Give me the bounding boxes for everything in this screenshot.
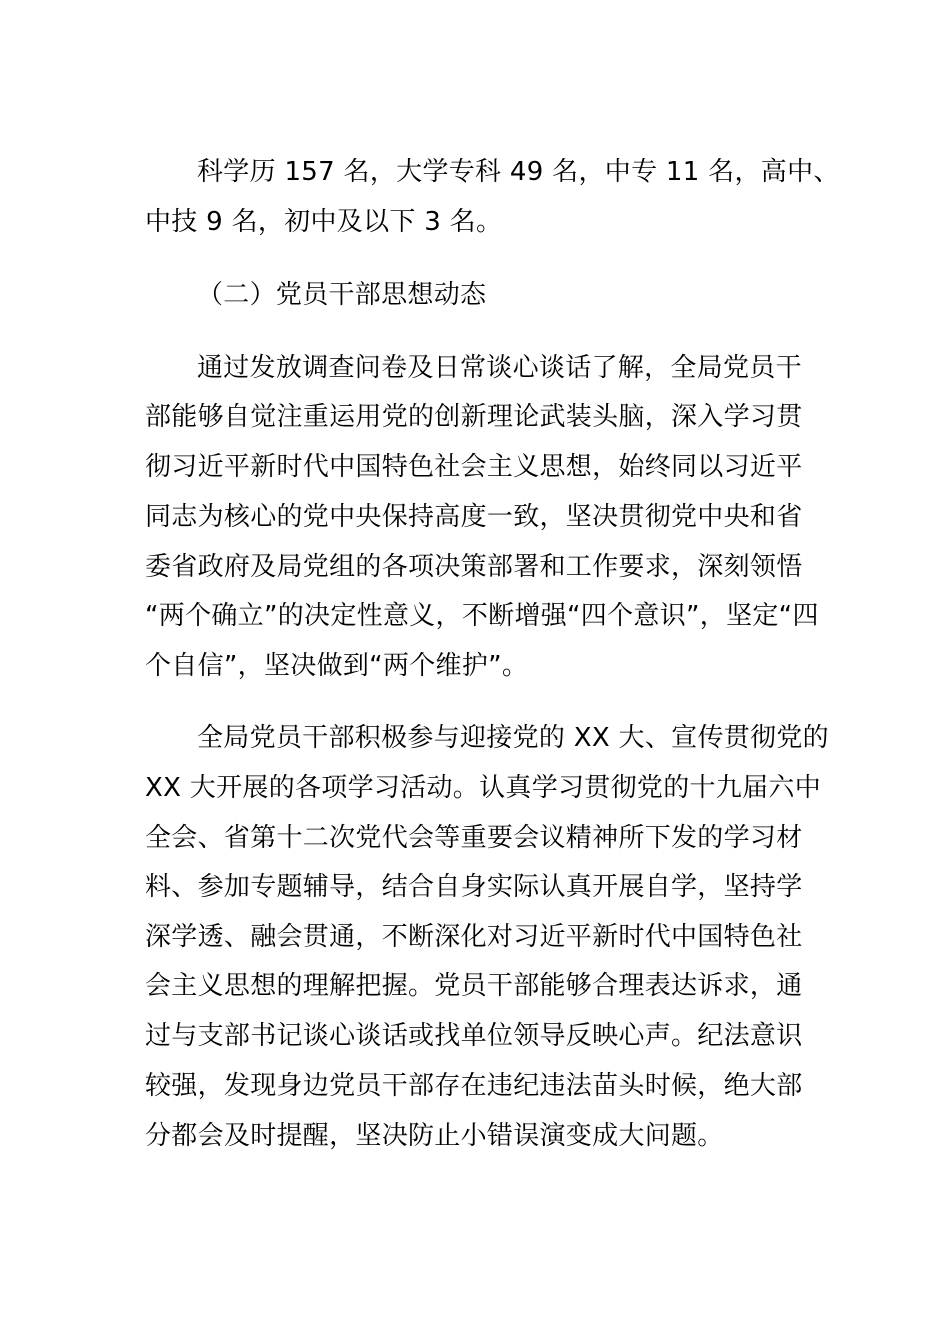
text-line: 科学历 157 名，大学专科 49 名，中专 11 名，高中、 [197, 157, 840, 187]
text-line: 全局党员干部积极参与迎接党的 XX 大、宣传贯彻党的 [197, 723, 829, 753]
text-line: 彻习近平新时代中国特色社会主义思想，始终同以习近平 [145, 452, 803, 482]
section-heading: （二）党员干部思想动态 [197, 280, 487, 310]
text-line: 过与支部书记谈心谈话或找单位领导反映心声。纪法意识 [145, 1021, 803, 1051]
text-line: “两个确立”的决定性意义，不断增强“四个意识”，坚定“四 [145, 601, 819, 631]
text-line: 深学透、融会贯通，不断深化对习近平新时代中国特色社 [145, 922, 803, 952]
text-line: 分都会及时提醒，坚决防止小错误演变成大问题。 [145, 1121, 724, 1151]
text-line: 会主义思想的理解把握。党员干部能够合理表达诉求，通 [145, 971, 803, 1001]
text-line: 同志为核心的党中央保持高度一致，坚决贯彻党中央和省 [145, 502, 803, 532]
text-line: 委省政府及局党组的各项决策部署和工作要求，深刻领悟 [145, 552, 803, 582]
text-line: XX 大开展的各项学习活动。认真学习贯彻党的十九届六中 [145, 773, 821, 803]
text-line: 料、参加专题辅导，结合自身实际认真开展自学，坚持学 [145, 872, 803, 902]
text-line: 部能够自觉注重运用党的创新理论武装头脑，深入学习贯 [145, 402, 803, 432]
text-line: 较强，发现身边党员干部存在违纪违法苗头时候，绝大部 [145, 1071, 803, 1101]
text-line: 中技 9 名，初中及以下 3 名。 [145, 207, 503, 237]
text-line: 通过发放调查问卷及日常谈心谈话了解，全局党员干 [197, 353, 802, 383]
text-line: 个自信”，坚决做到“两个维护”。 [145, 651, 529, 681]
text-line: 全会、省第十二次党代会等重要会议精神所下发的学习材 [145, 823, 803, 853]
